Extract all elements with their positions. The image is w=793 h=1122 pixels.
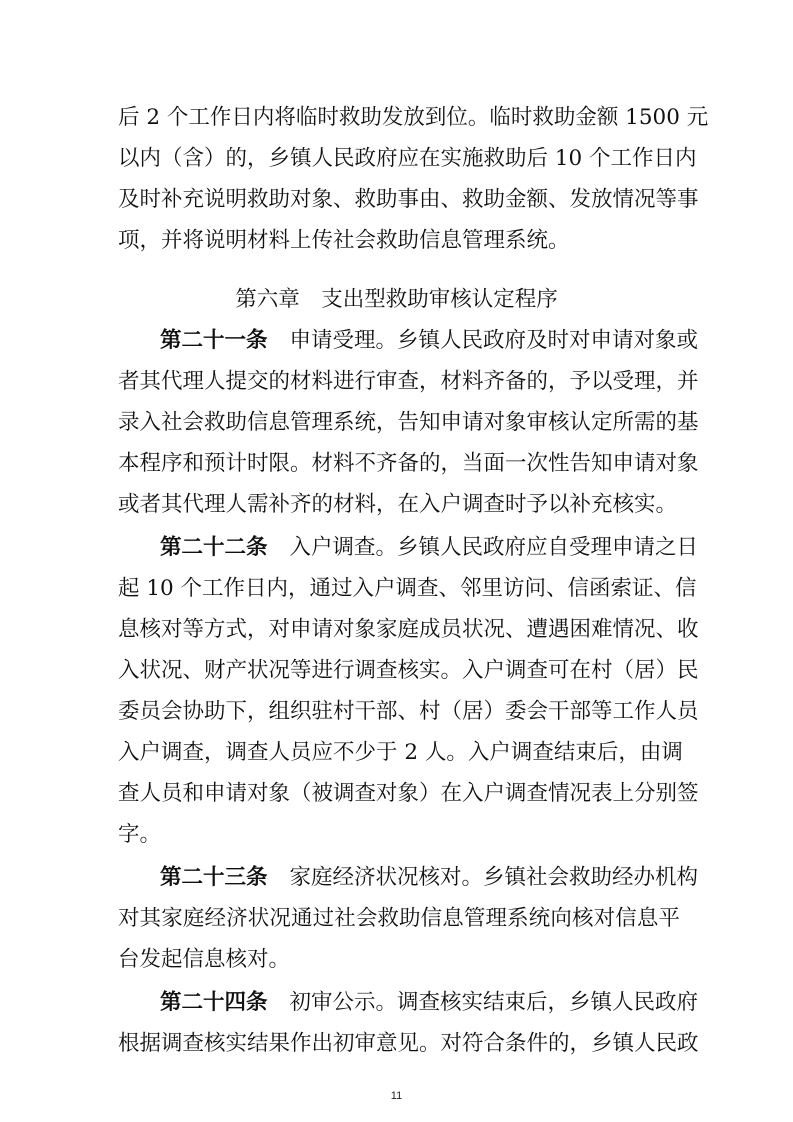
paragraph-line: 及时补充说明救助对象、救助事由、救助金额、发放情况等事	[118, 187, 699, 212]
page-number: 11	[390, 1090, 403, 1102]
chapter-heading: 第六章 支出型救助审核认定程序	[235, 287, 558, 312]
paragraph-line: 入户调查，调查人员应不少于 2 人。入户调查结束后，由调	[118, 740, 683, 765]
article-21-first-line	[160, 325, 699, 357]
article-text: 初审公示。调查核实结束后，乡镇人民政府	[289, 990, 699, 1015]
article-23-first-line	[160, 862, 699, 894]
paragraph-line: 本程序和预计时限。材料不齐备的，当面一次性告知申请对象	[118, 451, 699, 476]
article-22-first-line	[160, 532, 699, 564]
paragraph-line: 录入社会救助信息管理系统，告知申请对象审核认定所需的基	[118, 410, 699, 435]
paragraph-line: 台发起信息核对。	[118, 947, 291, 972]
paragraph-line: 者其代理人提交的材料进行审查，材料齐备的，予以受理，并	[118, 369, 699, 394]
paragraph-line: 息核对等方式，对申请对象家庭成员状况、遭遇困难情况、收	[118, 617, 699, 642]
paragraph-line: 查人员和申请对象（被调查对象）在入户调查情况表上分别签	[118, 781, 699, 806]
paragraph-line: 项，并将说明材料上传社会救助信息管理系统。	[118, 228, 570, 253]
paragraph-line: 起 10 个工作日内，通过入户调查、邻里访问、信函索证、信	[118, 576, 697, 601]
paragraph-line: 委员会协助下，组织驻村干部、村（居）委会干部等工作人员	[118, 699, 699, 724]
article-label: 第二十四条	[160, 990, 268, 1015]
paragraph-line: 或者其代理人需补齐的材料，在入户调查时予以补充核实。	[118, 492, 678, 517]
article-text: 入户调查。乡镇人民政府应自受理申请之日	[289, 535, 699, 560]
article-label: 第二十二条	[160, 535, 268, 560]
paragraph-line: 以内（含）的，乡镇人民政府应在实施救助后 10 个工作日内	[118, 146, 697, 171]
article-label: 第二十一条	[160, 328, 268, 353]
paragraph-line: 对其家庭经济状况通过社会救助信息管理系统向核对信息平	[118, 906, 680, 931]
article-label: 第二十三条	[160, 865, 268, 890]
paragraph-line: 根据调查核实结果作出初审意见。对符合条件的，乡镇人民政	[118, 1031, 699, 1056]
paragraph-line: 后 2 个工作日内将临时救助发放到位。临时救助金额 1500 元	[118, 105, 709, 130]
article-text: 申请受理。乡镇人民政府及时对申请对象或	[289, 328, 699, 353]
paragraph-line: 字。	[118, 822, 162, 847]
article-24-first-line	[160, 987, 699, 1019]
article-text: 家庭经济状况核对。乡镇社会救助经办机构	[289, 865, 699, 890]
paragraph-line: 入状况、财产状况等进行调查核实。入户调查可在村（居）民	[118, 658, 699, 683]
